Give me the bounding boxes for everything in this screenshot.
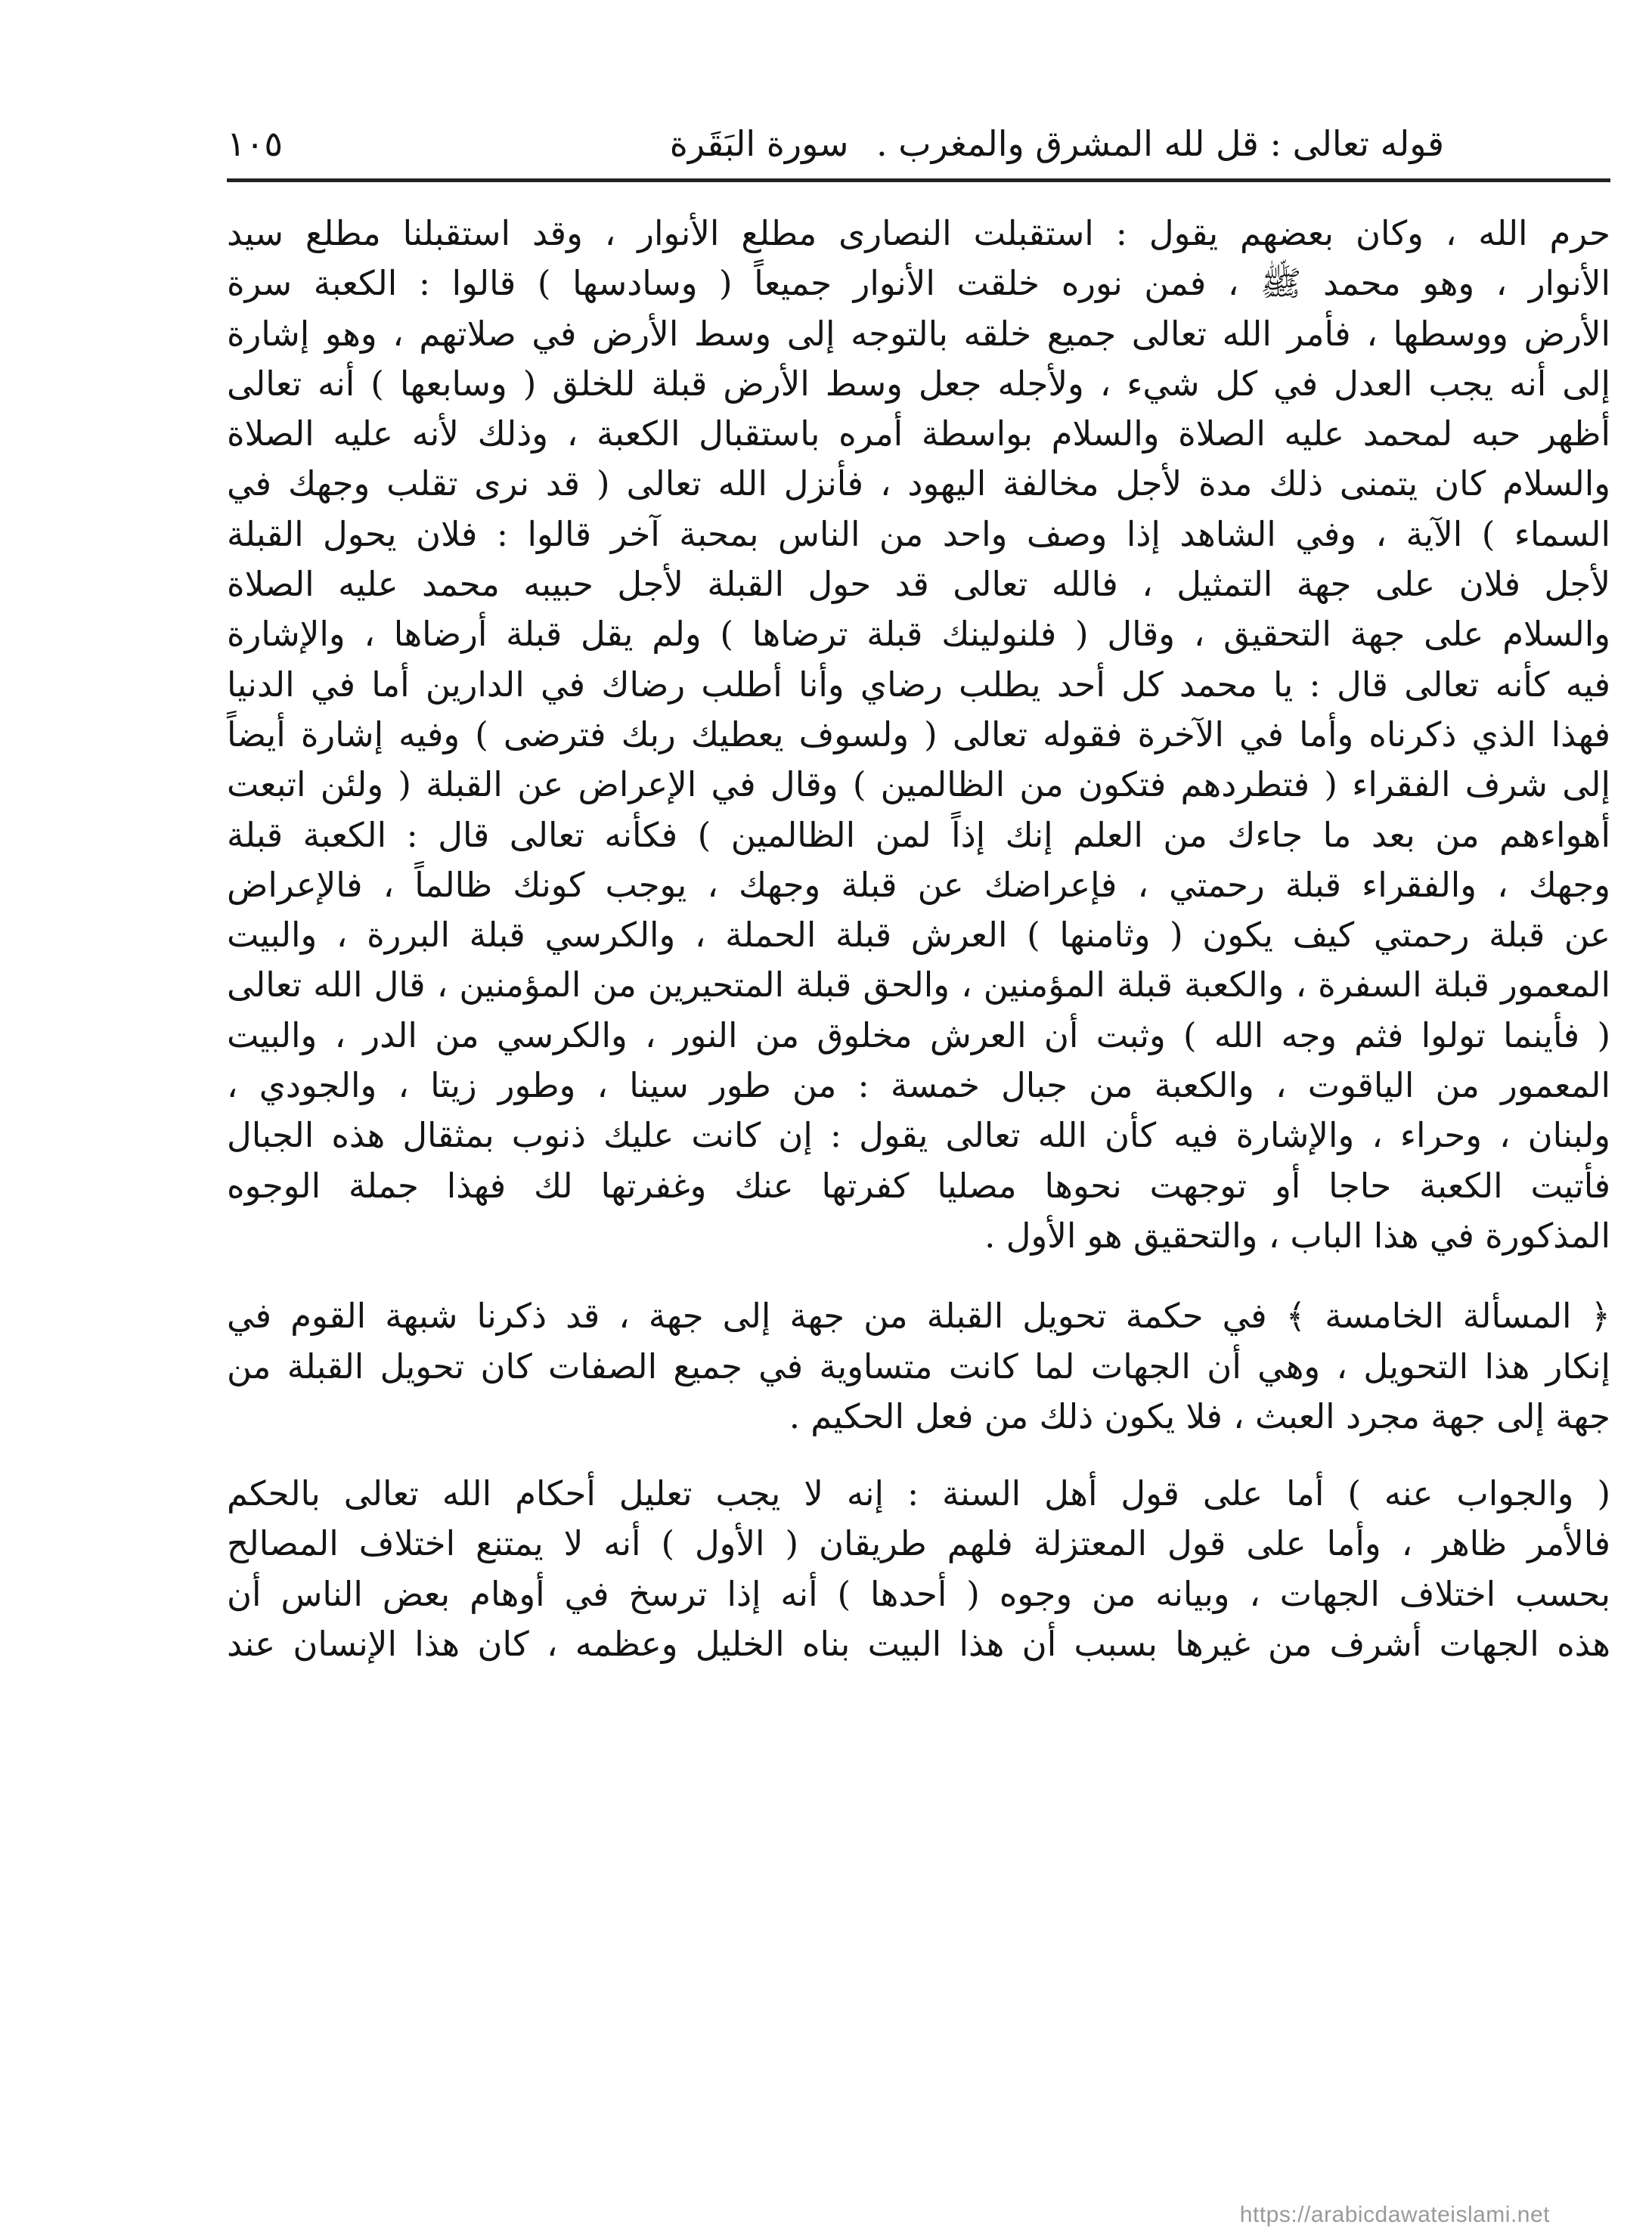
- text-line: فهذا الذي ذكرناه وأما في الآخرة فقوله تعالى ( ولسوف يعطيك ربك فترضى ) وفيه إشارة أيضاً: [227, 714, 1610, 754]
- text-line: فالأمر ظاهر ، وأما على قول المعتزلة فلهم طريقان ( الأول ) أنه لا يمتنع اختلاف المصالح: [227, 1523, 1610, 1564]
- text-line: ( فأينما تولوا فثم وجه الله ) وثبت أن العرش مخلوق من النور ، والكرسي من الدر ، والبيت: [227, 1015, 1610, 1055]
- text-line: الأرض ووسطها ، فأمر الله تعالى جميع خلقه بالتوجه إلى وسط الأرض في صلاتهم ، وهو إشارة: [227, 313, 1610, 354]
- text-line: أظهر حبه لمحمد عليه الصلاة والسلام بواسطة أمره باستقبال الكعبة ، وذلك لأنه عليه الصلاة: [227, 414, 1610, 454]
- text-line: عن قبلة رحمتي كيف يكون ( وثامنها ) العرش قبلة الحملة ، والكرسي قبلة البررة ، والبيت: [227, 915, 1610, 956]
- page-number: ١٠٥: [227, 123, 284, 164]
- text-line: جهة إلى جهة مجرد العبث ، فلا يكون ذلك من فعل الحكيم .: [789, 1396, 1610, 1436]
- text-line: فأتيت الكعبة حاجا أو توجهت نحوها مصليا كفرتها عنك وغفرتها لك فهذا جملة الوجوه: [227, 1165, 1610, 1206]
- text-line: المذكورة في هذا الباب ، والتحقيق هو الأول .: [984, 1215, 1610, 1256]
- text-line: إنكار هذا التحويل ، وهي أن الجهات لما كانت متساوية في جميع الصفات كان تحويل القبلة من: [227, 1346, 1610, 1387]
- running-head: [670, 113, 1444, 174]
- text-line: أهواءهم من بعد ما جاءك من العلم إنك إذاً لمن الظالمين ) فكأنه تعالى قال : الكعبة قبلة: [227, 814, 1610, 855]
- body-text: [227, 209, 1610, 1669]
- text-line: المعمور من الياقوت ، والكعبة من جبال خمسة : من طور سينا ، وطور زيتا ، والجودي ،: [227, 1065, 1610, 1106]
- paragraph: [227, 1469, 1610, 1669]
- source-watermark: https://arabicdawateislami.net: [1239, 2202, 1550, 2227]
- text-line: فيه كأنه تعالى قال : يا محمد كل أحد يطلب رضاي وأنا أطلب رضاك في الدارين أما في الدنيا: [227, 664, 1610, 705]
- text-line: والسلام كان يتمنى ذلك مدة لأجل مخالفة اليهود ، فأنزل الله تعالى ( قد نرى تقلب وجهك في: [227, 463, 1610, 504]
- text-line: بحسب اختلاف الجهات ، وبيانه من وجوه ( أحدها ) أنه إذا ترسخ في أوهام بعض الناس أن: [227, 1573, 1610, 1614]
- text-line: السماء ) الآية ، وفي الشاهد إذا وصف واحد من الناس بمحبة آخر قالوا : فلان يحول القبلة: [227, 513, 1610, 554]
- header-divider: [227, 178, 1610, 182]
- text-line: إلى شرف الفقراء ( فتطردهم فتكون من الظالمين ) وقال في الإعراض عن القبلة ( ولئن اتبعت: [227, 764, 1610, 805]
- text-line: المعمور قبلة السفرة ، والكعبة قبلة المؤمنين ، والحق قبلة المتحيرين من المؤمنين ، قال الله تعالى: [227, 965, 1610, 1005]
- text-line: وجهك ، والفقراء قبلة رحمتي ، فإعراضك عن قبلة وجهك ، يوجب كونك ظالماً ، فالإعراض: [227, 864, 1610, 905]
- paragraph: [227, 209, 1610, 1261]
- text-line: ولبنان ، وحراء ، والإشارة فيه كأن الله تعالى يقول : إن كانت عليك ذنوب بمثقال هذه الجبال: [227, 1115, 1610, 1156]
- paragraph: [227, 1291, 1610, 1442]
- text-line: ﴿ المسألة الخامسة ﴾ في حكمة تحويل القبلة من جهة إلى جهة ، قد ذكرنا شبهة القوم في: [227, 1296, 1610, 1337]
- running-head-verse: قوله تعالى : قل لله المشرق والمغرب .: [876, 123, 1444, 164]
- text-line: حرم الله ، وكان بعضهم يقول : استقبلت النصارى مطلع الأنوار ، وقد استقبلنا مطلع سيد: [227, 213, 1610, 253]
- text-line: ( والجواب عنه ) أما على قول أهل السنة : إنه لا يجب تعليل أحكام الله تعالى بالحكم: [227, 1473, 1610, 1514]
- page-header: [227, 113, 1610, 174]
- running-head-sura: سورة البَقَرة: [669, 123, 849, 164]
- text-line: لأجل فلان على جهة التمثيل ، فالله تعالى قد حول القبلة لأجل حبيبه محمد عليه الصلاة: [227, 564, 1610, 605]
- text-line: والسلام على جهة التحقيق ، وقال ( فلنولينك قبلة ترضاها ) ولم يقل قبلة أرضاها ، والإشارة: [227, 614, 1610, 655]
- text-line: الأنوار ، وهو محمد ﷺ ، فمن نوره خلقت الأنوار جميعاً ( وسادسها ) قالوا : الكعبة سرة: [227, 263, 1610, 304]
- text-line: إلى أنه يجب العدل في كل شيء ، ولأجله جعل وسط الأرض قبلة للخلق ( وسابعها ) أنه تعالى: [227, 363, 1610, 404]
- text-line: هذه الجهات أشرف من غيرها بسبب أن هذا البيت بناه الخليل وعظمه ، كان هذا الإنسان عند: [227, 1624, 1610, 1665]
